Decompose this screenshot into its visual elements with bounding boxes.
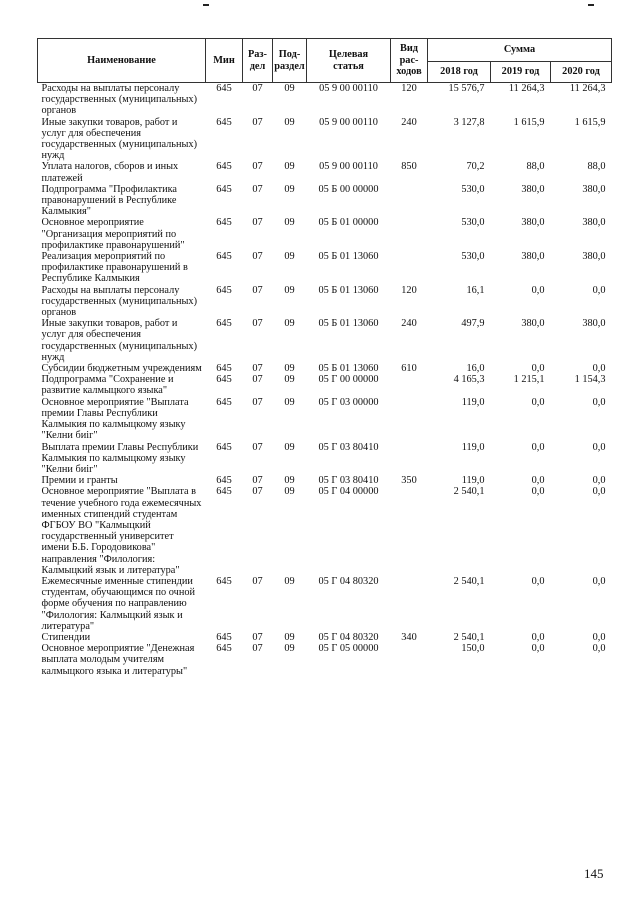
row-podrazdel: 09 xyxy=(284,83,295,94)
row-razdel: 07 xyxy=(252,475,263,487)
row-podrazdel: 09 xyxy=(284,631,295,643)
row-sum-2019: 380,0 xyxy=(521,183,545,195)
row-sum-2020: 380,0 xyxy=(582,217,606,229)
row-vid: 350 xyxy=(401,475,417,487)
row-vid: 120 xyxy=(401,83,417,94)
header-year-2018: 2018 год xyxy=(428,62,491,83)
row-target: 05 Г 04 80320 xyxy=(318,631,379,643)
row-vid xyxy=(391,486,428,576)
table-row xyxy=(38,363,612,374)
table-row xyxy=(38,161,612,183)
row-sum-2020: 380,0 xyxy=(582,318,606,330)
row-podrazdel: 09 xyxy=(284,643,295,655)
row-vid xyxy=(391,397,428,442)
row-razdel: 07 xyxy=(252,284,263,296)
row-min: 645 xyxy=(216,475,232,487)
table-row xyxy=(38,318,612,363)
row-vid: 340 xyxy=(401,631,417,643)
row-name: Уплата налогов, сборов и иных платежей xyxy=(41,161,179,184)
row-min: 645 xyxy=(216,486,232,498)
row-target: 05 Б 01 00000 xyxy=(318,217,379,229)
row-name: Расходы на выплаты персоналу государственных (муниципальных) органов xyxy=(41,83,198,117)
row-sum-2020: 380,0 xyxy=(582,183,606,195)
row-min: 645 xyxy=(216,251,232,263)
row-sum-2020: 0,0 xyxy=(592,486,606,498)
row-podrazdel: 09 xyxy=(284,441,295,453)
row-sum-2020: 0,0 xyxy=(592,396,606,408)
row-target: 05 Б 01 13060 xyxy=(318,251,379,263)
row-sum-2018: 530,0 xyxy=(461,251,485,263)
row-target: 05 9 00 00110 xyxy=(319,83,378,94)
table-row xyxy=(38,217,612,251)
row-target: 05 Г 03 00000 xyxy=(318,396,379,408)
row-sum-2018: 530,0 xyxy=(461,217,485,229)
row-vid: 610 xyxy=(401,363,417,375)
row-vid: 240 xyxy=(401,116,417,128)
row-razdel: 07 xyxy=(252,318,263,330)
row-min: 645 xyxy=(216,83,232,94)
row-sum-2020: 0,0 xyxy=(592,441,606,453)
row-sum-2018: 497,9 xyxy=(461,318,485,330)
table-row xyxy=(38,475,612,486)
table-row xyxy=(38,442,612,476)
page-number: 145 xyxy=(584,866,604,881)
row-razdel: 07 xyxy=(252,183,263,195)
header-year-2020: 2020 год xyxy=(551,62,612,83)
row-sum-2019: 0,0 xyxy=(531,363,545,375)
row-name: Основное мероприятие "Денежная выплата молодым учителям калмыцкого языка и литературы" xyxy=(41,643,195,677)
row-podrazdel: 09 xyxy=(284,475,295,487)
row-vid xyxy=(391,184,428,218)
row-sum-2020: 11 264,3 xyxy=(569,83,606,94)
row-min: 645 xyxy=(216,643,232,655)
row-min: 645 xyxy=(216,396,232,408)
row-sum-2018: 150,0 xyxy=(461,643,485,655)
table-row xyxy=(38,184,612,218)
row-sum-2019: 0,0 xyxy=(531,441,545,453)
row-podrazdel: 09 xyxy=(284,363,295,375)
table-row xyxy=(38,397,612,442)
row-name: Основное мероприятие "Организация мероприятий по профилактике правонарушений" xyxy=(41,217,185,251)
row-min: 645 xyxy=(216,116,232,128)
row-target: 05 Б 00 00000 xyxy=(318,183,379,195)
row-name: Подпрограмма "Сохранение и развитие калмыцкого языка" xyxy=(41,374,174,397)
row-podrazdel: 09 xyxy=(284,161,295,173)
row-podrazdel: 09 xyxy=(284,116,295,128)
table-row xyxy=(38,83,612,117)
row-razdel: 07 xyxy=(252,643,263,655)
row-podrazdel: 09 xyxy=(284,251,295,263)
row-razdel: 07 xyxy=(252,116,263,128)
row-name: Иные закупки товаров, работ и услуг для обеспечения государственных (муниципальных) нужд xyxy=(41,116,198,162)
header-podrazdel-text: Под- раздел xyxy=(274,49,305,72)
row-podrazdel: 09 xyxy=(284,284,295,296)
row-sum-2019: 1 215,1 xyxy=(513,374,545,386)
table-body xyxy=(38,83,612,677)
row-razdel: 07 xyxy=(252,83,263,94)
row-min: 645 xyxy=(216,318,232,330)
row-sum-2018: 2 540,1 xyxy=(453,631,485,643)
row-vid xyxy=(391,374,428,396)
row-sum-2019: 0,0 xyxy=(531,396,545,408)
row-min: 645 xyxy=(216,217,232,229)
row-vid xyxy=(391,643,428,677)
row-name: Ежемесячные именные стипендии студентам, обучающимся по очной форме обучения по направлению "Филология: Калмыцкий язык и литература" xyxy=(41,575,195,632)
row-sum-2019: 11 264,3 xyxy=(508,83,545,94)
row-min: 645 xyxy=(216,363,232,375)
row-razdel: 07 xyxy=(252,251,263,263)
row-target: 05 Г 04 80320 xyxy=(318,575,379,587)
row-vid xyxy=(391,251,428,285)
row-sum-2018: 70,2 xyxy=(466,161,485,173)
table-row xyxy=(38,632,612,643)
row-sum-2020: 1 154,3 xyxy=(574,374,606,386)
row-name: Реализация мероприятий по профилактике правонарушений в Республике Калмыкия xyxy=(41,251,188,285)
row-podrazdel: 09 xyxy=(284,374,295,386)
row-target: 05 Г 03 80410 xyxy=(318,441,379,453)
table-row xyxy=(38,285,612,319)
row-sum-2019: 380,0 xyxy=(521,251,545,263)
row-name: Основное мероприятие "Выплата премии Главы Республики Калмыкия по калмыцкому языку "Келни биiг" xyxy=(41,396,189,442)
row-target: 05 9 00 00110 xyxy=(319,116,378,128)
row-target: 05 Г 03 80410 xyxy=(318,475,379,487)
row-target: 05 Г 00 00000 xyxy=(318,374,379,386)
row-podrazdel: 09 xyxy=(284,318,295,330)
row-name: Основное мероприятие "Выплата в течение учебного года ежемесячных именных стипендий студентам ФГБОУ ВО "Калмыцкий государственный университет имени Б.Б. Городовикова" направления "Филология: Калмыцкий язык и литература" xyxy=(41,486,202,576)
row-sum-2020: 0,0 xyxy=(592,643,606,655)
table-row xyxy=(38,117,612,162)
row-min: 645 xyxy=(216,631,232,643)
row-min: 645 xyxy=(216,374,232,386)
top-mark-left xyxy=(203,4,209,6)
row-min: 645 xyxy=(216,183,232,195)
row-razdel: 07 xyxy=(252,441,263,453)
row-razdel: 07 xyxy=(252,161,263,173)
row-sum-2019: 0,0 xyxy=(531,475,545,487)
row-sum-2020: 0,0 xyxy=(592,575,606,587)
row-min: 645 xyxy=(216,575,232,587)
header-min: Мин xyxy=(206,39,243,83)
row-sum-2020: 380,0 xyxy=(582,251,606,263)
row-sum-2020: 88,0 xyxy=(587,161,606,173)
row-podrazdel: 09 xyxy=(284,575,295,587)
row-sum-2019: 380,0 xyxy=(521,217,545,229)
table-row xyxy=(38,251,612,285)
row-sum-2019: 380,0 xyxy=(521,318,545,330)
header-vid-text: Вид рас- ходов xyxy=(396,43,422,78)
row-min: 645 xyxy=(216,441,232,453)
row-sum-2018: 119,0 xyxy=(461,441,485,453)
header-vid xyxy=(391,39,428,83)
row-name: Субсидии бюджетным учреждениям xyxy=(41,363,202,375)
row-target: 05 Г 04 00000 xyxy=(318,486,379,498)
table-row xyxy=(38,576,612,632)
table-row xyxy=(38,374,612,396)
row-razdel: 07 xyxy=(252,575,263,587)
header-year-2019: 2019 год xyxy=(491,62,551,83)
top-mark-right xyxy=(588,4,594,6)
row-name: Премии и гранты xyxy=(41,475,118,487)
row-sum-2019: 0,0 xyxy=(531,631,545,643)
row-target: 05 Б 01 13060 xyxy=(318,318,379,330)
row-razdel: 07 xyxy=(252,217,263,229)
row-name: Расходы на выплаты персоналу государственных (муниципальных) органов xyxy=(41,284,198,319)
row-sum-2020: 0,0 xyxy=(592,284,606,296)
row-target: 05 Г 05 00000 xyxy=(318,643,379,655)
header-razdel-text: Раз- дел xyxy=(247,49,267,72)
row-sum-2018: 530,0 xyxy=(461,183,485,195)
row-sum-2020: 0,0 xyxy=(592,631,606,643)
row-sum-2019: 88,0 xyxy=(526,161,545,173)
header-podrazdel xyxy=(273,39,307,83)
row-vid: 120 xyxy=(401,284,417,296)
budget-table xyxy=(37,38,612,677)
row-name: Стипендии xyxy=(41,631,91,643)
row-sum-2018: 2 540,1 xyxy=(453,575,485,587)
row-sum-2018: 4 165,3 xyxy=(453,374,485,386)
table-row xyxy=(38,486,612,576)
row-vid xyxy=(391,442,428,476)
row-razdel: 07 xyxy=(252,396,263,408)
row-sum-2020: 0,0 xyxy=(592,363,606,375)
row-sum-2019: 1 615,9 xyxy=(513,116,545,128)
header-target xyxy=(307,39,391,83)
row-target: 05 Б 01 13060 xyxy=(318,363,379,375)
row-min: 645 xyxy=(216,284,232,296)
row-name: Иные закупки товаров, работ и услуг для обеспечения государственных (муниципальных) нужд xyxy=(41,318,198,363)
row-sum-2018: 3 127,8 xyxy=(453,116,485,128)
row-sum-2019: 0,0 xyxy=(531,486,545,498)
row-name: Подпрограмма "Профилактика правонарушений в Республике Калмыкия" xyxy=(41,183,178,218)
row-sum-2019: 0,0 xyxy=(531,643,545,655)
row-podrazdel: 09 xyxy=(284,217,295,229)
header-razdel xyxy=(243,39,273,83)
row-name: Выплата премии Главы Республики Калмыкия по калмыцкому языку "Келни биiг" xyxy=(41,441,199,475)
row-razdel: 07 xyxy=(252,486,263,498)
row-sum-2018: 2 540,1 xyxy=(453,486,485,498)
row-sum-2020: 1 615,9 xyxy=(574,116,606,128)
row-sum-2018: 119,0 xyxy=(461,396,485,408)
header-name: Наименование xyxy=(38,39,206,83)
row-razdel: 07 xyxy=(252,631,263,643)
row-podrazdel: 09 xyxy=(284,396,295,408)
row-vid xyxy=(391,576,428,632)
header-sum: Сумма xyxy=(428,39,612,62)
row-min: 645 xyxy=(216,161,232,173)
row-sum-2020: 0,0 xyxy=(592,475,606,487)
row-sum-2019: 0,0 xyxy=(531,284,545,296)
row-podrazdel: 09 xyxy=(284,183,295,195)
row-sum-2018: 16,0 xyxy=(466,363,485,375)
row-vid xyxy=(391,217,428,251)
row-razdel: 07 xyxy=(252,363,263,375)
header-target-text: Целевая статья xyxy=(328,49,369,72)
row-podrazdel: 09 xyxy=(284,486,295,498)
row-sum-2019: 0,0 xyxy=(531,575,545,587)
table-row xyxy=(38,643,612,677)
row-sum-2018: 119,0 xyxy=(461,475,485,487)
row-target: 05 9 00 00110 xyxy=(319,161,378,173)
row-sum-2018: 15 576,7 xyxy=(448,83,485,94)
row-sum-2018: 16,1 xyxy=(466,284,485,296)
row-vid: 850 xyxy=(401,161,417,173)
row-target: 05 Б 01 13060 xyxy=(318,284,379,296)
row-vid: 240 xyxy=(401,318,417,330)
row-razdel: 07 xyxy=(252,374,263,386)
